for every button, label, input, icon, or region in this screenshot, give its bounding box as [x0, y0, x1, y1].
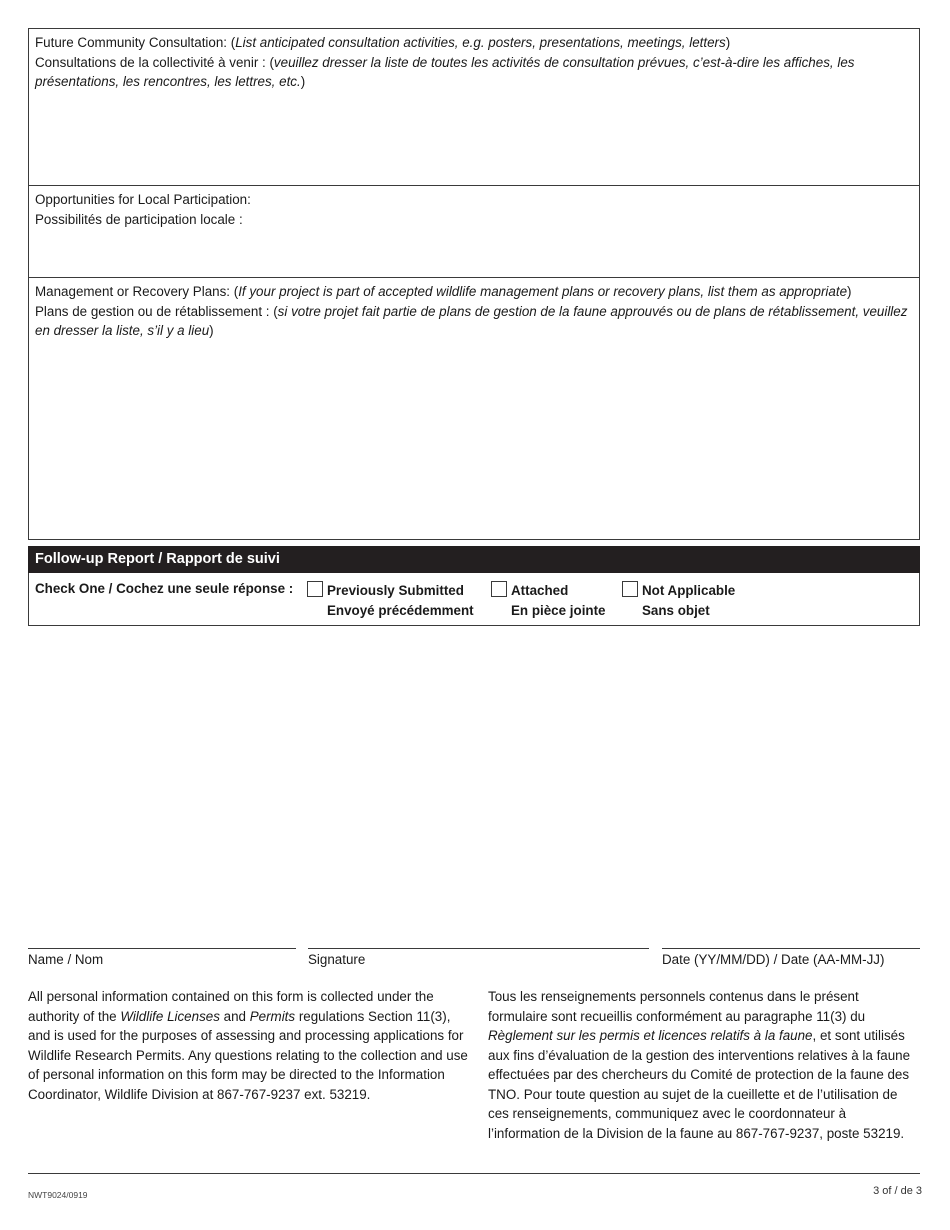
management-plans-field[interactable] [28, 277, 920, 540]
attached-label-en: Attached [511, 583, 569, 598]
participation-label-fr: Possibilités de participation locale : [35, 211, 243, 227]
option-previously-submitted[interactable] [307, 581, 474, 620]
name-line[interactable] [28, 948, 296, 949]
previously-submitted-label-en: Previously Submitted [327, 583, 464, 598]
check-one-label: Check One / Cochez une seule réponse : [35, 581, 294, 596]
local-participation-field[interactable] [28, 185, 920, 278]
attached-label-fr: En pièce jointe [511, 602, 606, 618]
previously-submitted-checkbox[interactable] [307, 581, 323, 597]
page-number: 3 of / de 3 [873, 1185, 922, 1197]
option-not-applicable[interactable] [622, 581, 735, 620]
date-label: Date (YY/MM/DD) / Date (AA-MM-JJ) [662, 952, 885, 967]
privacy-notice-en: All personal information contained on this form is collected under the authority of the Wildlife Licenses and Permits regulations Section 11(3), and is used for the purposes of assessing and processing applications for Wildlife Research Permits. Any questions relating to the collection and use of personal information on this form may be directed to the Information Coordinator, Wildlife Division at 867-767-9237 ext. 53219. [28, 989, 468, 1102]
option-attached[interactable] [491, 581, 606, 620]
name-label: Name / Nom [28, 952, 104, 967]
followup-header: Follow-up Report / Rapport de suivi [28, 546, 920, 573]
date-line[interactable] [662, 948, 920, 949]
consultation-label-en: Future Community Consultation: (List anticipated consultation activities, e.g. posters, presentations, meetings, letters) [35, 35, 731, 50]
consultation-label-fr: Consultations de la collectivité à venir : (veuillez dresser la liste de toutes les activités de consultation prévues, c’est-à-dire les affiches, les présentations, les rencontres, les lettres, etc.) [35, 54, 855, 89]
participation-label-en: Opportunities for Local Participation: [35, 192, 251, 207]
not-applicable-checkbox[interactable] [622, 581, 638, 597]
management-label-en: Management or Recovery Plans: (If your project is part of accepted wildlife management plans or recovery plans, list them as appropriate) [35, 284, 852, 299]
not-applicable-label-fr: Sans objet [642, 602, 710, 618]
attached-checkbox[interactable] [491, 581, 507, 597]
footer-divider [28, 1173, 920, 1174]
signature-label: Signature [308, 952, 366, 967]
privacy-notice-fr: Tous les renseignements personnels contenus dans le présent formulaire sont recueillis conformément au paragraphe 11(3) du Règlement sur les permis et licences relatifs à la faune, et sont utilisés aux fins d’évaluation de la gestion des interventions relatives à la faune effectuées par des chercheurs du Comité de protection de la faune des TNO. Pour toute question au sujet de la cueillette et de l’utilisation de ces renseignements, communiquez avec le coordonnateur à l’information de la Division de la faune au 867-767-9237, poste 53219. [488, 989, 911, 1141]
not-applicable-label-en: Not Applicable [642, 583, 736, 598]
future-consultation-field[interactable] [28, 28, 920, 186]
management-label-fr: Plans de gestion ou de rétablissement : (si votre projet fait partie de plans de gestion de la faune approuvés ou de plans de rétablissement, veuillez en dresser la liste, s’il y a lieu) [35, 303, 908, 338]
signature-line[interactable] [308, 948, 649, 949]
followup-section [28, 546, 920, 626]
form-code: NWT9024/0919 [28, 1190, 88, 1200]
previously-submitted-label-fr: Envoyé précédemment [327, 602, 474, 618]
